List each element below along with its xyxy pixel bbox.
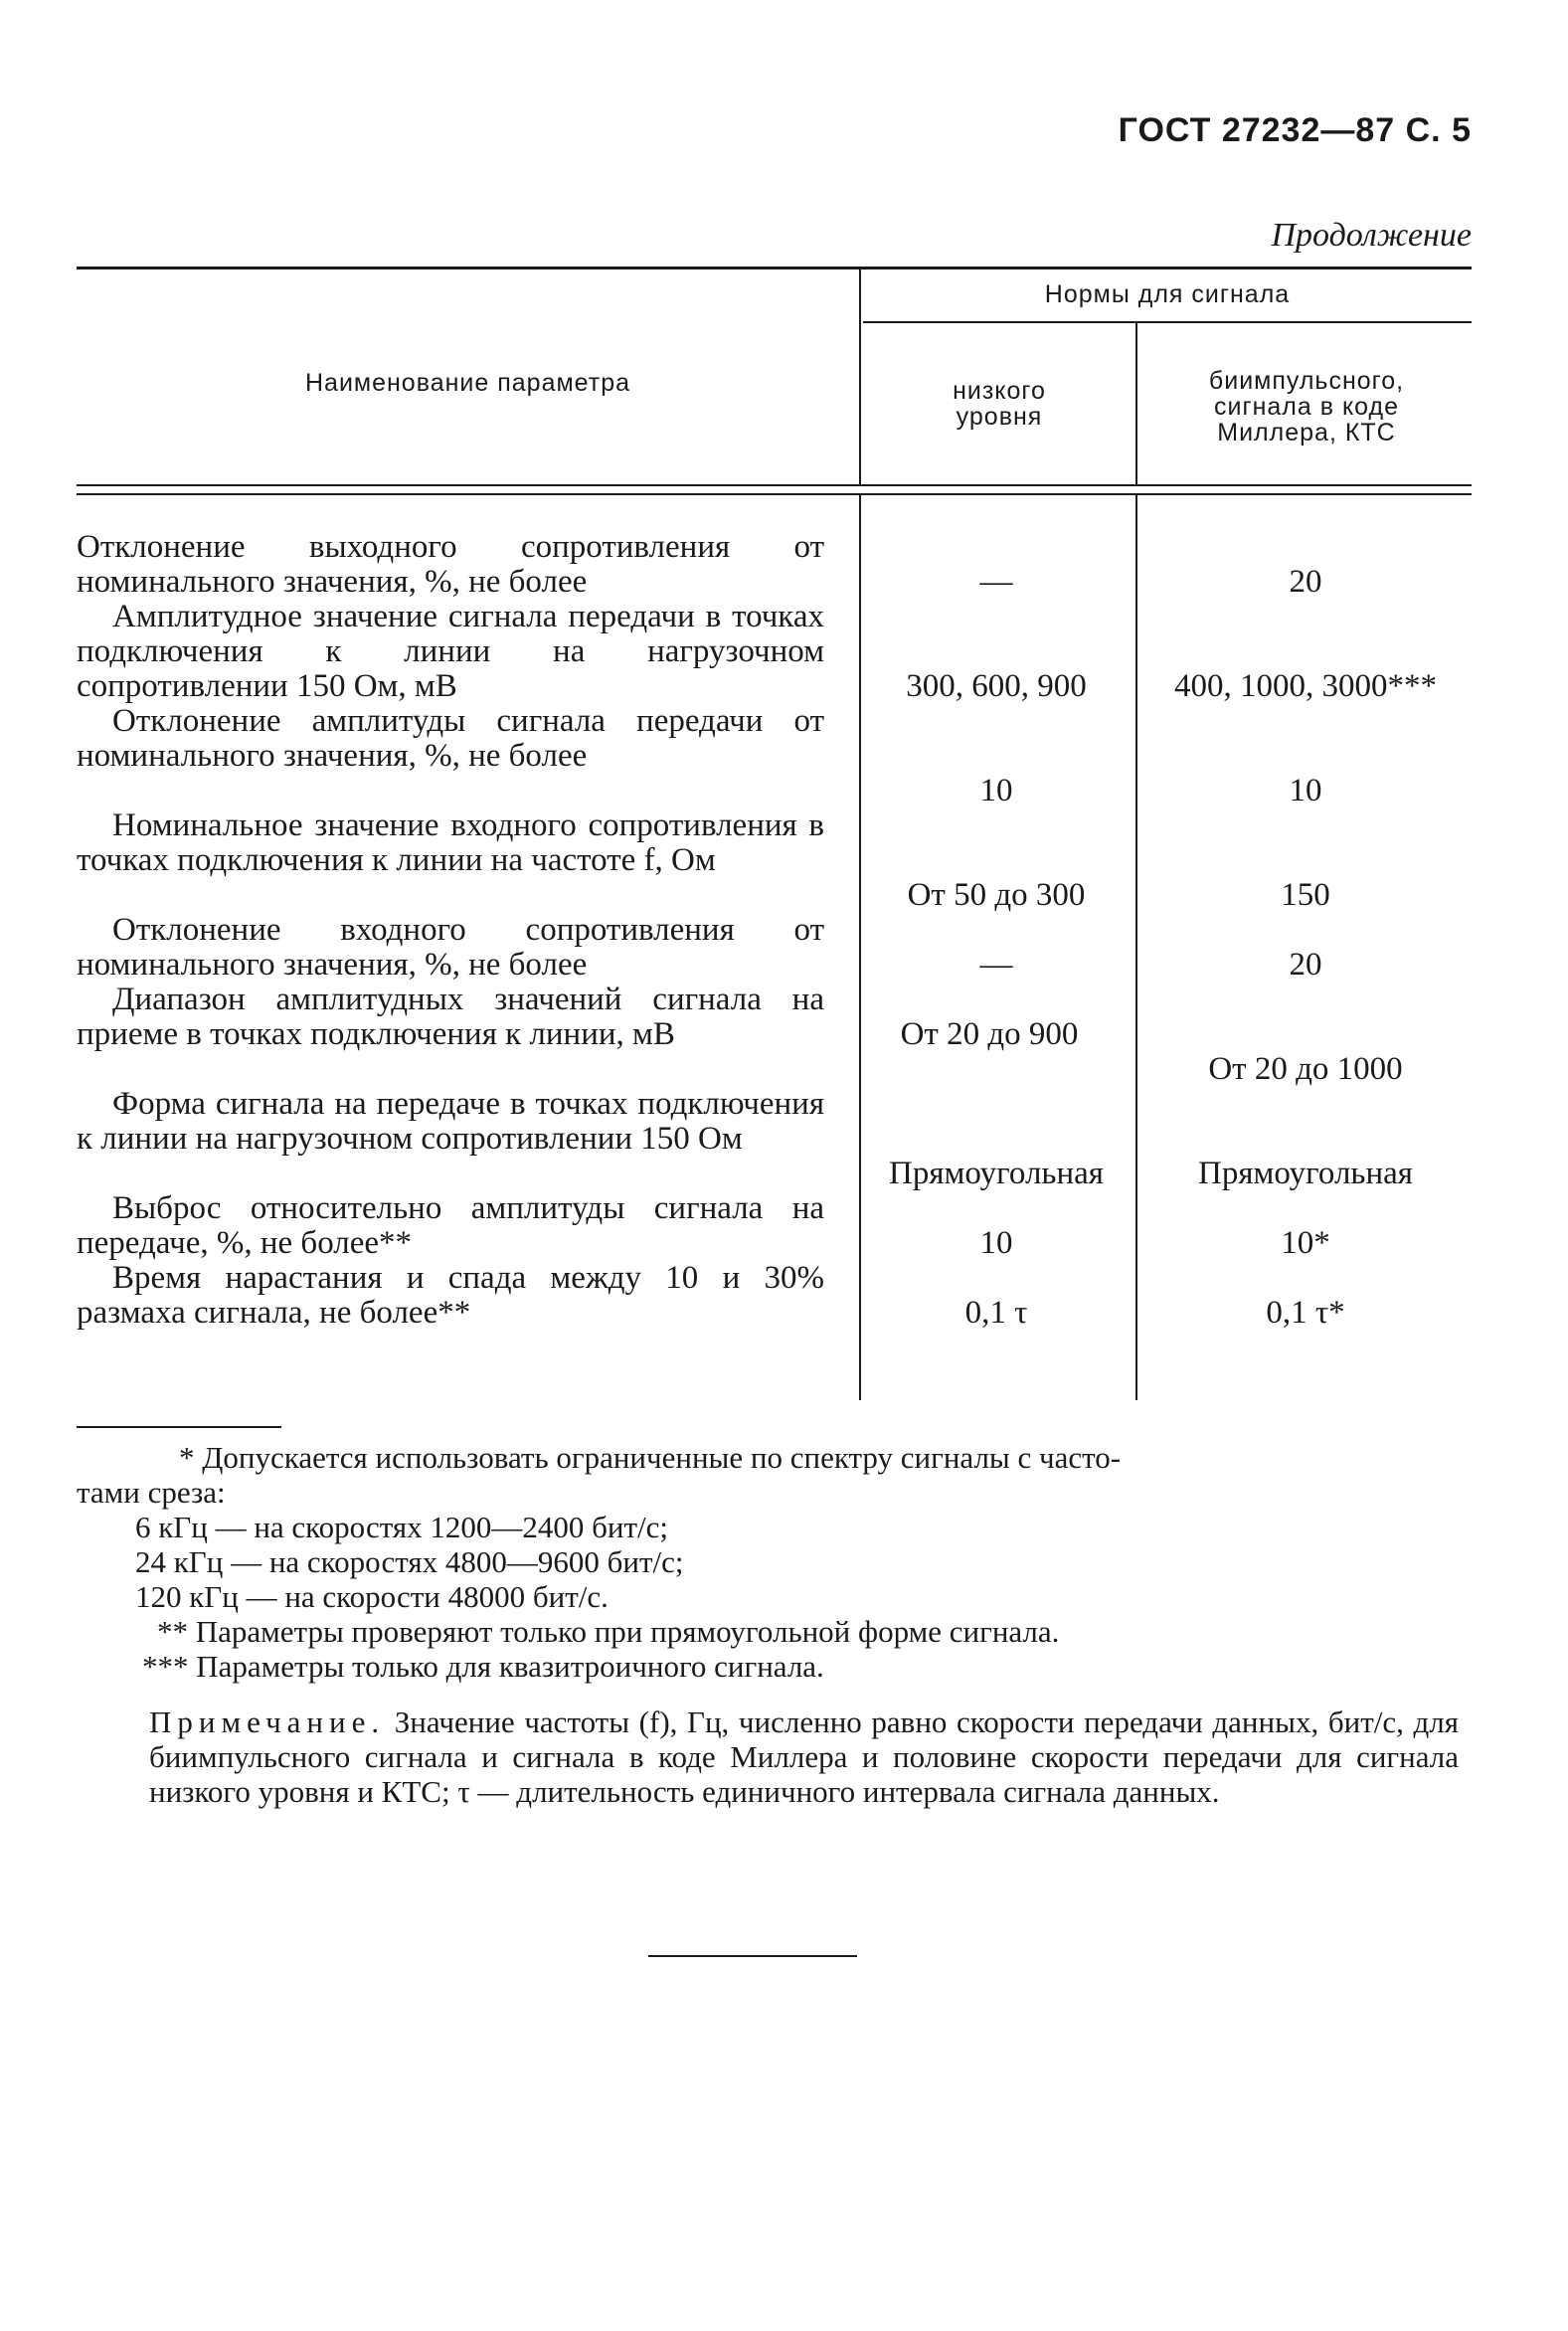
end-rule <box>648 1955 857 1957</box>
row-9-parameter: Время нарастания и спада между 10 и 30% размаха сигнала, не более** <box>77 1260 824 1331</box>
row-8-biphase-value: 10* <box>1281 1225 1330 1261</box>
footnote-cutoff-3: 120 кГц — на скорости 48000 бит/с. <box>135 1579 609 1614</box>
row-6-low-level-value: От 20 до 900 <box>900 1016 1079 1052</box>
note-label: Примечание. <box>149 1704 386 1739</box>
row-8-parameter: Выброс относительно амплитуды сигнала на передаче, %, не более** <box>77 1190 824 1261</box>
row-2-parameter: Амплитудное значение сигнала передачи в точках подключения к линии на нагрузочном сопротивлении 150 Ом, мВ <box>77 599 824 704</box>
column-header-parameter: Наименование параметра <box>304 369 631 397</box>
column-divider-1-body <box>859 495 861 1400</box>
continuation-label: Продолжение <box>1271 217 1472 254</box>
footnote-star-2: ** Параметры проверяют только при прямоугольной форме сигнала. <box>157 1614 1060 1649</box>
row-3-low-level-value: 10 <box>979 773 1013 808</box>
row-9-biphase-value: 0,1 τ* <box>1266 1295 1345 1331</box>
header-bottom-rule-1 <box>77 484 1472 486</box>
column-divider-2-top <box>1135 323 1137 484</box>
footnote-star-1-line-1: * Допускается использовать ограниченные по спектру сигналы с часто- <box>179 1440 1122 1475</box>
row-1-low-level-value: — <box>979 564 1013 600</box>
row-2-biphase-value: 400, 1000, 3000*** <box>1174 668 1437 704</box>
page-reference: ГОСТ 27232—87 С. 5 <box>1118 111 1472 149</box>
note-text: Значение частоты (f), Гц, численно равно скорости передачи данных, бит/с, для биимпульсного сигнала и сигнала в коде Миллера и половине скорости передачи для сигнала низкого уровня и КТС; τ — длительность единичного интервала сигнала данных. <box>149 1704 1459 1809</box>
row-1-parameter: Отклонение выходного сопротивления от номинального значения, %, не более <box>77 529 824 600</box>
row-5-parameter: Отклонение входного сопротивления от номинального значения, %, не более <box>77 912 824 983</box>
row-5-biphase-value: 20 <box>1289 947 1322 983</box>
footnote-star-1-line-2: тами среза: <box>77 1475 226 1510</box>
row-7-parameter: Форма сигнала на передаче в точках подключения к линии на нагрузочном сопротивлении 150 Ом <box>77 1086 824 1157</box>
table-top-rule <box>77 267 1472 269</box>
row-4-biphase-value: 150 <box>1281 877 1330 913</box>
column-divider-2-body <box>1135 495 1137 1400</box>
footnote-cutoff-1: 6 кГц — на скоростях 1200—2400 бит/с; <box>135 1510 668 1544</box>
row-3-biphase-value: 10 <box>1289 773 1322 808</box>
row-1-biphase-value: 20 <box>1289 564 1322 600</box>
row-8-low-level-value: 10 <box>979 1225 1013 1261</box>
row-4-low-level-value: От 50 до 300 <box>907 877 1086 913</box>
footnote-cutoff-2: 24 кГц — на скоростях 4800—9600 бит/с; <box>135 1544 684 1579</box>
column-divider-1-top <box>859 269 861 484</box>
row-7-low-level-value: Прямоугольная <box>889 1156 1104 1191</box>
row-3-parameter: Отклонение амплитуды сигнала передачи от номинального значения, %, не более <box>77 703 824 774</box>
row-7-biphase-value: Прямоугольная <box>1198 1156 1413 1191</box>
column-header-norms: Нормы для сигнала <box>1044 280 1291 308</box>
row-6-biphase-value: От 20 до 1000 <box>1208 1051 1403 1087</box>
row-6-parameter: Диапазон амплитудных значений сигнала на приеме в точках подключения к линии, мВ <box>77 982 824 1052</box>
row-9-low-level-value: 0,1 τ <box>964 1295 1028 1331</box>
column-header-biphase: биимпульсного, сигнала в коде Миллера, КТС <box>1208 367 1405 447</box>
note-paragraph <box>149 1704 1459 1809</box>
header-bottom-rule-2 <box>77 493 1472 495</box>
row-4-parameter: Номинальное значение входного сопротивления в точках подключения к линии на частоте f, Ом <box>77 807 824 878</box>
column-header-low-level: низкого уровня <box>953 377 1046 431</box>
norms-header-rule <box>863 321 1472 323</box>
row-5-low-level-value: — <box>979 947 1013 983</box>
footnote-star-3: *** Параметры только для квазитроичного сигнала. <box>142 1649 824 1684</box>
footnote-separator <box>77 1426 281 1428</box>
row-2-low-level-value: 300, 600, 900 <box>906 668 1087 704</box>
